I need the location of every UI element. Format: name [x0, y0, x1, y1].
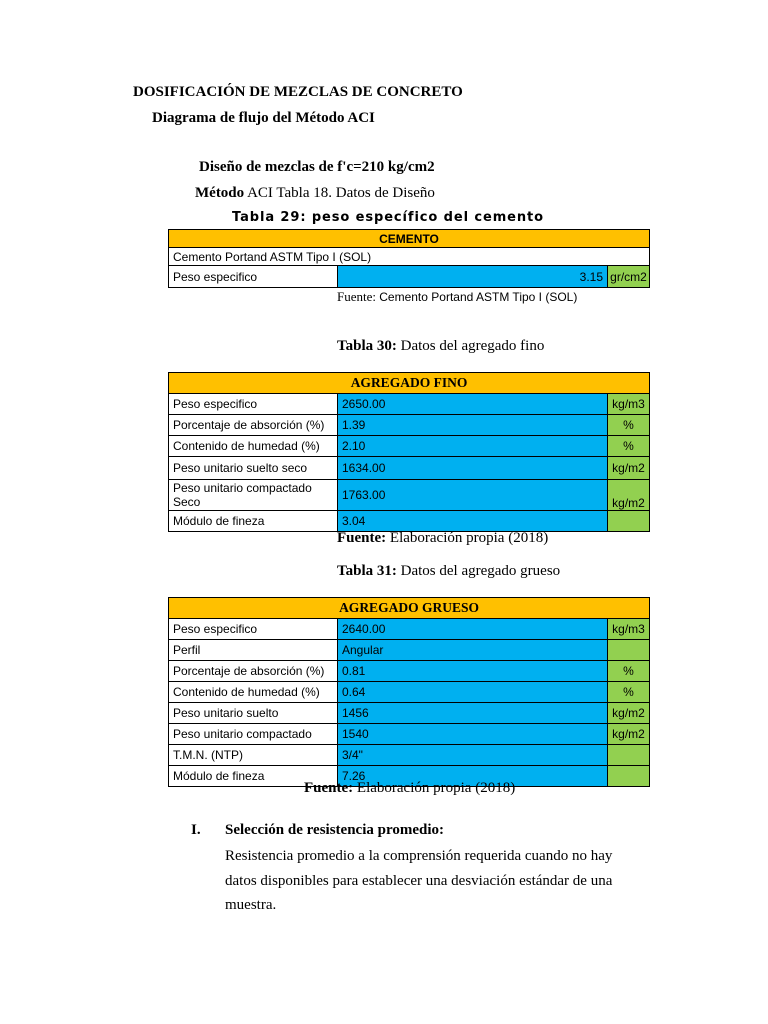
table31-row-unit: kg/m3 [608, 619, 650, 640]
section-title: Selección de resistencia promedio: [225, 822, 444, 838]
table30-row-value: 1.39 [338, 415, 608, 436]
design-title: Diseño de mezclas de f'c=210 kg/cm2 [199, 159, 435, 175]
table29-value: 3.15 [338, 266, 608, 288]
table29-label: Peso especifico [169, 266, 338, 288]
table30-row-label: Módulo de fineza [169, 511, 338, 532]
table30-caption [337, 338, 544, 355]
table30-row-value: 2.10 [338, 436, 608, 457]
table30-row-value: 1763.00 [338, 480, 608, 511]
table30-row-value: 2650.00 [338, 394, 608, 415]
table29-source-text: Cemento Portand ASTM Tipo I (SOL) [379, 290, 578, 304]
table30-row-value: 3.04 [338, 511, 608, 532]
table30-row-label: Peso unitario suelto seco [169, 457, 338, 480]
table31-source [304, 780, 515, 797]
table29-source [337, 289, 577, 305]
table30-source-text: Elaboración propia (2018) [386, 530, 549, 546]
table31-row-unit [608, 745, 650, 766]
table31-row-label: Porcentaje de absorción (%) [169, 661, 338, 682]
table31-row-label: Peso unitario compactado [169, 724, 338, 745]
table30-row-unit: % [608, 436, 650, 457]
table31-source-text: Elaboración propia (2018) [353, 780, 516, 796]
table30-row-label: Peso unitario compactado Seco [169, 480, 338, 511]
table31-row-label: Peso unitario suelto [169, 703, 338, 724]
table30-source-label: Fuente: [337, 530, 387, 546]
table29-unit: gr/cm2 [608, 266, 650, 288]
table31-row-unit: % [608, 661, 650, 682]
table29-header: CEMENTO [169, 230, 650, 248]
table31-row-value: 0.64 [338, 682, 608, 703]
table30-row-label: Peso especifico [169, 394, 338, 415]
table30-row-unit [608, 511, 650, 532]
table30-header: AGREGADO FINO [169, 373, 650, 394]
table31-row-value: Angular [338, 640, 608, 661]
table31-row-label: Peso especifico [169, 619, 338, 640]
table29-source-label: Fuente: [337, 289, 376, 304]
table31-row-unit: kg/m2 [608, 703, 650, 724]
table31-row-label: Módulo de fineza [169, 766, 338, 787]
table31-row-unit [608, 766, 650, 787]
table30-caption-text: Datos del agregado fino [396, 338, 545, 354]
table31-row-label: Contenido de humedad (%) [169, 682, 338, 703]
table30-source [337, 530, 548, 547]
section-paragraph: Resistencia promedio a la comprensión requerida cuando no hay datos disponibles para establecer una desviación estándar de una muestra. [225, 848, 613, 913]
table31-caption-text: Datos del agregado grueso [396, 563, 561, 579]
table30-row-value: 1634.00 [338, 457, 608, 480]
table31-source-label: Fuente: [304, 780, 354, 796]
table31-header: AGREGADO GRUESO [169, 598, 650, 619]
table29 [168, 229, 650, 288]
table30-row-label: Contenido de humedad (%) [169, 436, 338, 457]
table31-caption [337, 563, 560, 580]
table31-row-value: 3/4" [338, 745, 608, 766]
table30-row-label: Porcentaje de absorción (%) [169, 415, 338, 436]
document-heading: DOSIFICACIÓN DE MEZCLAS DE CONCRETO [133, 84, 463, 100]
table31-row-unit [608, 640, 650, 661]
table31-row-value: 1540 [338, 724, 608, 745]
table31-row-label: T.M.N. (NTP) [169, 745, 338, 766]
table31-caption-label: Tabla 31: [337, 563, 397, 579]
table31-row-value: 7.26 [338, 766, 608, 787]
table31-row-value: 1456 [338, 703, 608, 724]
section-number: I. [191, 822, 201, 838]
table30-caption-label: Tabla 30: [337, 338, 397, 354]
table31 [168, 597, 650, 787]
document-subheading: Diagrama de flujo del Método ACI [152, 110, 375, 126]
table31-row-unit: % [608, 682, 650, 703]
table30-row-unit: kg/m2 [608, 480, 650, 511]
table31-row-value: 2640.00 [338, 619, 608, 640]
method-line [195, 185, 435, 202]
table30-row-unit: kg/m3 [608, 394, 650, 415]
method-text: ACI Tabla 18. Datos de Diseño [244, 185, 435, 201]
table29-row-cement: Cemento Portand ASTM Tipo I (SOL) [169, 248, 650, 266]
table30 [168, 372, 650, 532]
method-label: Método [195, 185, 245, 201]
table31-row-label: Perfil [169, 640, 338, 661]
table30-row-unit: kg/m2 [608, 457, 650, 480]
table30-row-unit: % [608, 415, 650, 436]
table29-title: Tabla 29: peso específico del cemento [232, 210, 544, 225]
table31-row-value: 0.81 [338, 661, 608, 682]
table31-row-unit: kg/m2 [608, 724, 650, 745]
